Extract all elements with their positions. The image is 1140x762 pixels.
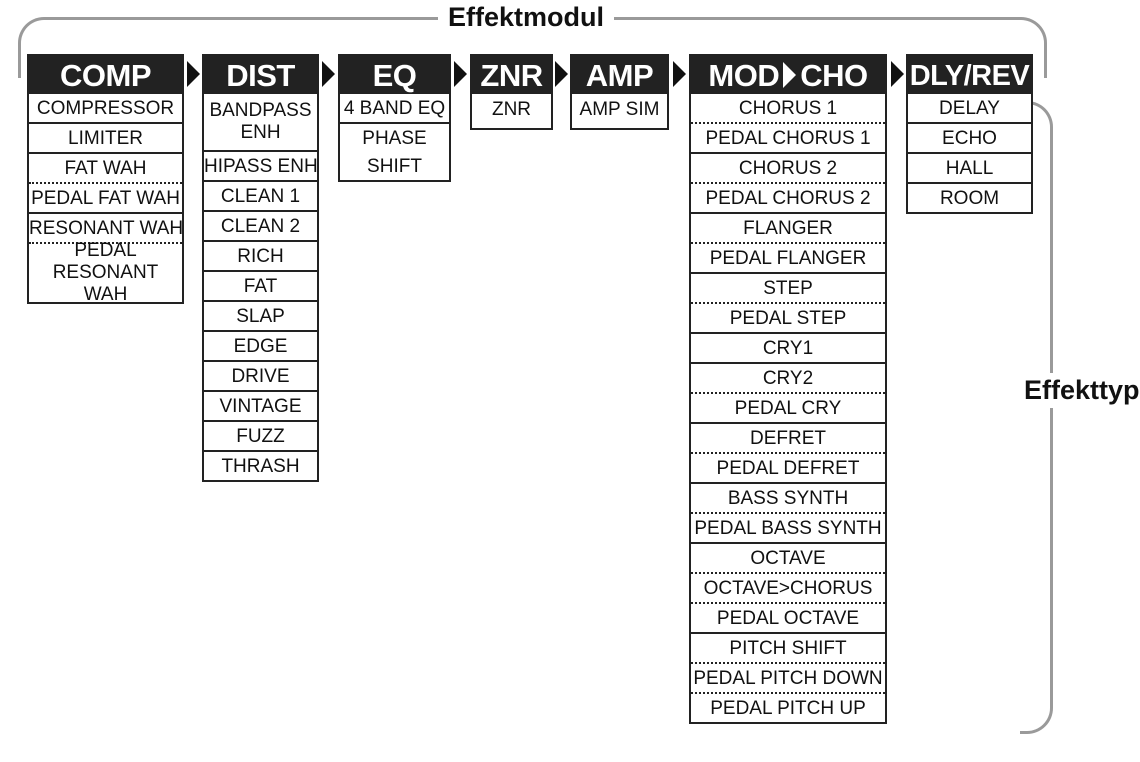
effect-type-item: FLANGER xyxy=(691,212,885,242)
effect-type-item: ROOM xyxy=(908,182,1031,212)
effect-type-item: FUZZ xyxy=(204,420,317,450)
effect-type-item: CHORUS 2 xyxy=(691,152,885,182)
chain-arrow-icon xyxy=(187,61,200,87)
module-header: AMP xyxy=(570,54,669,94)
module-dist xyxy=(202,54,319,482)
effect-type-list xyxy=(689,94,887,724)
module-header: DLY/REV xyxy=(906,54,1033,94)
effect-type-item: 4 BAND EQ xyxy=(343,98,446,119)
effect-type-item: ECHO xyxy=(908,122,1031,152)
effect-type-list xyxy=(570,94,669,130)
effect-type-item: BASS SYNTH xyxy=(691,482,885,512)
effect-type-item: OCTAVE>CHORUS xyxy=(691,572,885,602)
chain-arrow-icon xyxy=(322,61,335,87)
effect-type-item: SLAP xyxy=(204,300,317,330)
effect-type-item: DRIVE xyxy=(204,360,317,390)
effect-type-item: CHORUS 1 xyxy=(738,98,838,119)
effect-type-item: OCTAVE xyxy=(691,542,885,572)
effektmodul-label: Effektmodul xyxy=(438,2,614,33)
effect-type-item: PEDAL OCTAVE xyxy=(691,602,885,632)
module-comp xyxy=(27,54,184,304)
module-header: COMP xyxy=(27,54,184,94)
effect-type-item: EDGE xyxy=(204,330,317,360)
effect-type-item: PEDAL PITCH UP xyxy=(691,692,885,722)
effect-type-item: PEDAL CHORUS 1 xyxy=(691,122,885,152)
effect-type-list xyxy=(202,94,319,482)
effect-type-item: PEDAL CHORUS 2 xyxy=(691,182,885,212)
effect-type-item: LIMITER xyxy=(29,122,182,152)
effect-type-item: SHIFT xyxy=(367,156,422,177)
module-header xyxy=(689,54,887,94)
effect-type-item: DEFRET xyxy=(691,422,885,452)
module-eq xyxy=(338,54,451,182)
effect-type-item: VINTAGE xyxy=(204,390,317,420)
effect-type-item: FAT xyxy=(204,270,317,300)
effekttyp-label: Effekttyp xyxy=(1024,373,1084,408)
effect-type-item: DELAY xyxy=(939,98,1000,119)
effect-type-item: PEDAL FLANGER xyxy=(691,242,885,272)
effect-type-item: PITCH SHIFT xyxy=(691,632,885,662)
effect-type-item: COMPRESSOR xyxy=(36,98,175,119)
chain-arrow-icon xyxy=(783,62,796,88)
effect-type-item: PEDAL STEP xyxy=(691,302,885,332)
module-header: EQ xyxy=(338,54,451,94)
effect-type-item: HALL xyxy=(908,152,1031,182)
module-header-cho: CHO xyxy=(800,58,868,93)
module-header-mod: MOD xyxy=(708,58,780,93)
effect-type-item: CRY1 xyxy=(691,332,885,362)
effect-type-item: RESONANT WAH xyxy=(29,212,182,242)
effect-type-item: AMP SIM xyxy=(579,99,660,120)
effect-type-item: PEDAL CRY xyxy=(691,392,885,422)
module-amp xyxy=(570,54,669,130)
effect-type-item: CLEAN 2 xyxy=(204,210,317,240)
effect-type-item: HIPASS ENH xyxy=(204,150,317,180)
effect-type-item: PEDAL FAT WAH xyxy=(29,182,182,212)
effect-type-item: PEDAL PITCH DOWN xyxy=(691,662,885,692)
effect-type-item: FAT WAH xyxy=(29,152,182,182)
effect-type-item: CRY2 xyxy=(691,362,885,392)
effect-type-item: PEDAL BASS SYNTH xyxy=(691,512,885,542)
effect-type-item: RICH xyxy=(204,240,317,270)
effect-type-item: STEP xyxy=(691,272,885,302)
chain-arrow-icon xyxy=(891,61,904,87)
module-znr xyxy=(470,54,553,130)
module-header: DIST xyxy=(202,54,319,94)
effect-type-list xyxy=(470,94,553,130)
effect-type-item: BANDPASS ENH xyxy=(209,100,312,143)
effect-type-item: THRASH xyxy=(204,450,317,480)
effect-type-list xyxy=(906,94,1033,214)
effect-type-item: PHASE xyxy=(340,122,449,152)
effect-type-item: PEDAL DEFRET xyxy=(691,452,885,482)
effect-type-item: CLEAN 1 xyxy=(204,180,317,210)
effect-type-list xyxy=(27,94,184,304)
effect-type-item: PEDAL RESONANT WAH xyxy=(29,242,182,302)
effect-type-list xyxy=(338,94,451,182)
effect-type-item: ZNR xyxy=(491,99,532,120)
module-header: ZNR xyxy=(470,54,553,94)
chain-arrow-icon xyxy=(673,61,686,87)
chain-arrow-icon xyxy=(555,61,568,87)
module-mod-cho xyxy=(689,54,887,724)
module-dly-rev xyxy=(906,54,1033,214)
chain-arrow-icon xyxy=(454,61,467,87)
